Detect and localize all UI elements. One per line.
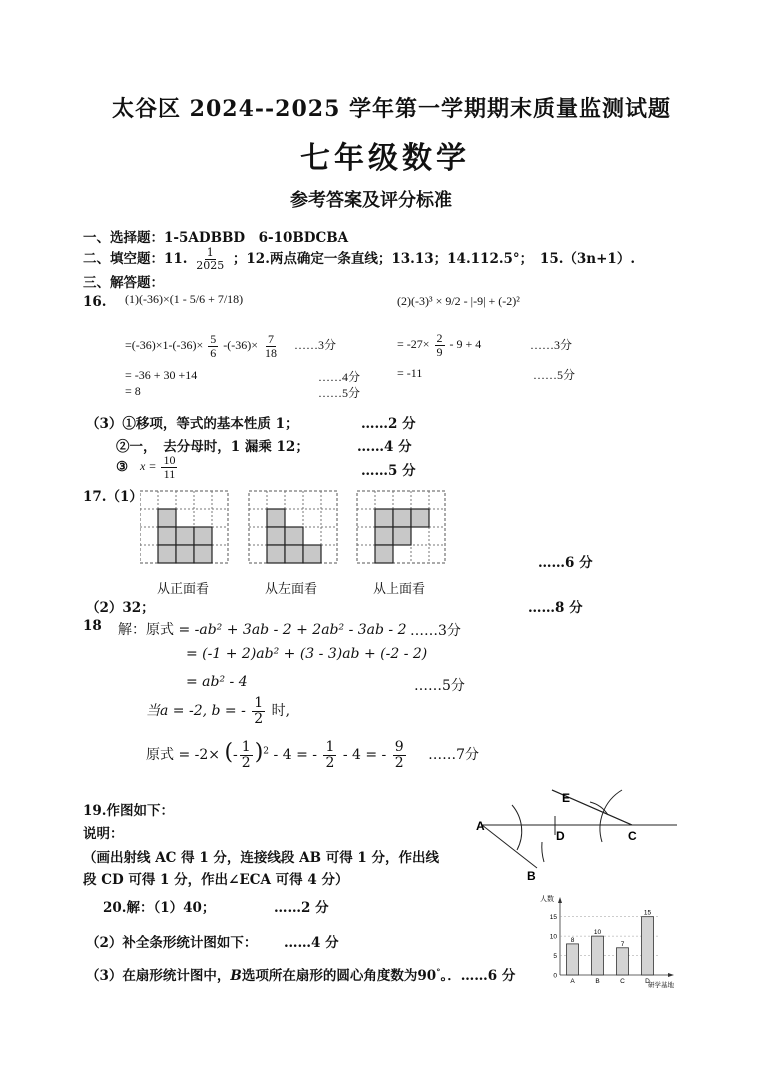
q16-3-b-score: ……4 分 <box>357 439 412 455</box>
q16-1-frac2-num: 7 <box>268 332 275 346</box>
section-solve: 三、解答题： <box>83 275 164 291</box>
q18-line5-num1: 1 <box>325 739 335 755</box>
chart-category-label: A <box>570 978 575 985</box>
q18-paren-num: 1 <box>241 739 251 755</box>
chart-bar <box>617 948 629 975</box>
subject-title: 七年级数学 <box>300 141 470 176</box>
q18-square: 2 <box>263 746 270 757</box>
q16-1-expression: (1)(-36)×(1 - 5/6 + 7/18) <box>125 292 244 306</box>
chart-category-label: B <box>595 978 600 985</box>
q16-3-c-score: ……5 分 <box>361 463 416 479</box>
q16-1-score2: ……4分 <box>318 370 361 384</box>
q18-line5-frac2 <box>393 740 406 770</box>
q18-line1-prefix: 解：原式 = <box>118 622 191 638</box>
q16-1-step4: = 8 <box>125 384 141 398</box>
q18-line1-expr: -ab² + 3ab - 2 + 2ab² - 3ab - 2 <box>194 622 407 638</box>
left-view-grid <box>249 491 337 563</box>
q16-3-c: ③ <box>116 459 129 475</box>
three-view-figures <box>140 490 450 570</box>
q20-part3-d: 。．……6 分 <box>440 968 516 984</box>
q16-2-step2a: = -27× <box>397 336 430 351</box>
q18-line1 <box>118 619 407 639</box>
fill-prefix: 二、填空题：11. <box>83 251 188 267</box>
q16-3-a: （3）①移项，等式的基本性质 1； <box>86 416 299 432</box>
q16-1-step2b: -(-36)× <box>223 337 259 352</box>
chart-ytick-label: 0 <box>553 972 557 980</box>
segment-ab <box>482 825 537 868</box>
label-e: E <box>562 791 571 805</box>
q16-1-frac2 <box>263 333 279 359</box>
q18-paren-inner: - <box>233 747 238 764</box>
q18-number: 18 <box>83 618 102 634</box>
q18-paren-open: ( <box>224 740 234 766</box>
q16-2-step3: = -11 <box>397 366 423 380</box>
q16-2-step2 <box>397 332 481 358</box>
q18-paren-frac <box>240 740 253 770</box>
label-d: D <box>556 829 565 843</box>
chart-data-label: 15 <box>643 909 652 917</box>
q18-line5-mid2: - 4 = - <box>342 747 387 764</box>
arc-2 <box>542 842 544 862</box>
top-view-grid <box>357 491 445 563</box>
chart-data-label: 7 <box>620 940 625 948</box>
front-view-grid <box>140 491 228 563</box>
q18-line5-num2: 9 <box>394 739 404 755</box>
answer-key-title: 参考答案及评分标准 <box>290 190 452 211</box>
q16-2-step2b: - 9 + 4 <box>449 336 482 351</box>
q18-line5 <box>146 740 479 770</box>
q18-line5-mid1: - 4 = - <box>273 747 317 764</box>
q16-3-b: ②一， 去分母时，1 漏乘 12； <box>116 439 309 455</box>
chart-bar <box>567 944 579 975</box>
q16-2-frac <box>435 332 445 358</box>
label-c: C <box>628 829 637 843</box>
q16-1-score1: ……3分 <box>294 337 337 352</box>
q18-paren-den: 2 <box>241 754 251 771</box>
fill-frac-den: 2025 <box>196 259 225 272</box>
q18-score3: ……7分 <box>428 747 480 764</box>
q16-3-c-frac <box>161 454 177 480</box>
degree-mark: ° <box>436 967 441 978</box>
q18-score2: ……5分 <box>414 678 465 694</box>
chart-data-label: 10 <box>593 929 602 937</box>
q20-score1: ……2 分 <box>274 900 329 916</box>
q18-paren-close: ) <box>254 740 264 766</box>
q18-line4 <box>146 696 290 726</box>
q16-2-score2: ……5分 <box>533 368 576 382</box>
fill-fraction <box>194 247 226 271</box>
q16-2-frac-den: 9 <box>436 344 443 359</box>
q17-score2: ……8 分 <box>528 600 583 616</box>
q16-1-frac2-den: 18 <box>265 345 278 360</box>
q16-number: 16. <box>83 294 107 310</box>
q18-score1: ……3分 <box>410 623 461 639</box>
q16-3-c-answer <box>140 454 179 480</box>
chart-ytick-label: 10 <box>549 933 557 941</box>
q16-3-c-num: 10 <box>163 453 176 467</box>
q17-part2: （2）32； <box>86 600 155 616</box>
chart-xlabel: 研学基地 <box>648 982 674 989</box>
chart-data-label: 8 <box>570 936 575 944</box>
q16-1-frac1 <box>208 333 218 359</box>
q16-2-score1: ……3分 <box>530 338 573 352</box>
q18-line5-prefix: 原式 = -2× <box>146 747 220 764</box>
q19-para1: （画出射线 AC 得 1 分，连接线段 AB 可得 1 分，作出线 <box>83 850 439 866</box>
chart-category-label: C <box>620 978 625 985</box>
q16-2-frac-num: 2 <box>436 331 443 345</box>
q18-line4-frac <box>252 696 265 726</box>
chart-bar <box>642 917 654 975</box>
q18-line3: = ab² - 4 <box>186 674 248 690</box>
q16-3-c-x: x = <box>140 458 157 473</box>
chart-ylabel: 人数 <box>540 896 554 903</box>
chart-category-label: D <box>645 978 650 985</box>
label-a: A <box>476 819 485 833</box>
q19-title: 19.作图如下： <box>83 803 174 819</box>
exam-title: 太谷区 2024--2025 学年第一学期期末质量监测试题 <box>112 96 672 122</box>
q18-line4-suffix: 时, <box>271 703 291 720</box>
chart-ytick-label: 15 <box>549 914 557 922</box>
q16-1-step2 <box>125 333 336 359</box>
fill-rest: ；12.两点确定一条直线；13.13；14.112.5°； 15.（3n+1）. <box>232 251 636 267</box>
q16-1-frac1-den: 6 <box>210 345 217 360</box>
q20-part3-a: （3）在扇形统计图中， <box>86 968 231 984</box>
q17-score1: ……6 分 <box>538 555 593 571</box>
fill-frac-num: 1 <box>206 246 214 260</box>
q19-para2: 段 CD 可得 1 分，作出∠ECA 可得 4 分） <box>83 872 349 888</box>
section-choice: 一、选择题：1-5ADBBD 6-10BDCBA <box>83 230 349 246</box>
q16-1-score3: ……5分 <box>318 386 361 400</box>
q18-line5-den1: 2 <box>325 754 335 771</box>
q16-1-frac1-num: 5 <box>210 332 217 346</box>
arc-1 <box>512 805 522 850</box>
caption-front: 从正面看 <box>157 582 210 597</box>
bar-chart <box>538 893 680 993</box>
q20-part2: （2）补全条形统计图如下： <box>86 935 258 951</box>
chart-ytick-label: 5 <box>553 953 557 961</box>
q16-3-c-den: 11 <box>163 466 176 481</box>
q19-construction-figure <box>472 780 682 885</box>
q17-label: 17.（1） <box>83 489 143 505</box>
q20-part3 <box>86 964 515 984</box>
caption-top: 从上面看 <box>373 582 426 597</box>
q16-2-expression: (2)(-3)³ × 9/2 - |-9| + (-2)² <box>397 294 520 308</box>
q18-line4-prefix: 当a = -2, b = - <box>146 703 246 720</box>
label-b: B <box>527 869 536 883</box>
q18-line5-frac1 <box>323 740 336 770</box>
q19-desc: 说明： <box>83 826 124 842</box>
q20-part3-c: 选项所在扇形的圆心角度数为90 <box>241 968 437 984</box>
q20-part1: 20.解：（1）40； <box>103 900 216 916</box>
section-fill <box>83 247 635 272</box>
q16-3-a-score: ……2 分 <box>361 416 416 432</box>
q20-score2: ……4 分 <box>284 935 339 951</box>
q18-line4-den: 2 <box>254 710 264 727</box>
q18-line2: = (-1 + 2)ab² + (3 - 3)ab + (-2 - 2) <box>186 646 428 662</box>
q18-line4-num: 1 <box>254 695 264 711</box>
q20-part3-b: B <box>230 968 242 984</box>
chart-bar <box>592 936 604 975</box>
q18-line5-den2: 2 <box>394 754 404 771</box>
caption-left: 从左面看 <box>265 582 318 597</box>
q16-1-step3: = -36 + 30 +14 <box>125 368 198 382</box>
q16-1-step2a: =(-36)×1-(-36)× <box>125 337 204 352</box>
